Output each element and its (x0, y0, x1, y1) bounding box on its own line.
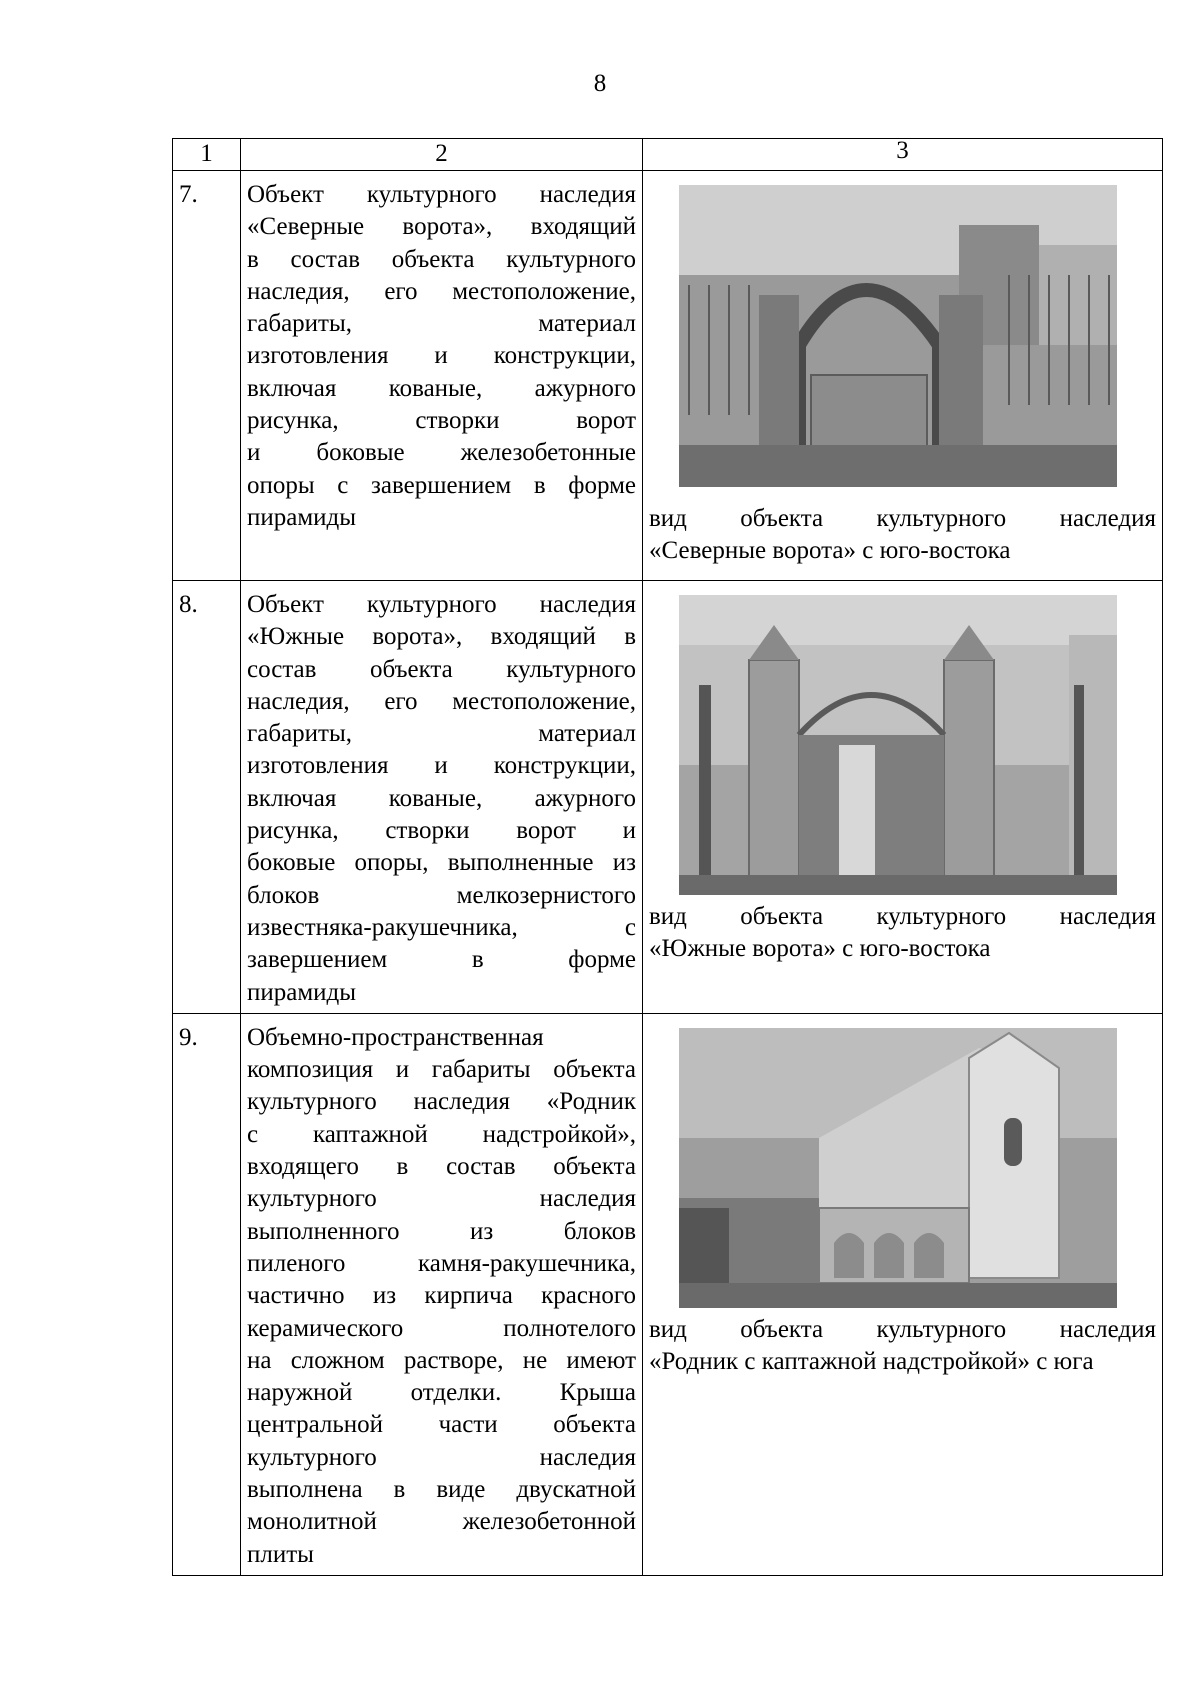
desc-line: рисунка, створки ворот (247, 407, 636, 435)
desc-line: включая кованые, ажурного (247, 374, 636, 402)
desc-line: завершением в форме (247, 946, 636, 974)
desc-line: монолитной железобетонной (247, 1508, 636, 1536)
table-row (173, 581, 1163, 1014)
desc-line: рисунка, створки ворот и (247, 817, 636, 845)
table-row (173, 1013, 1163, 1575)
desc-line: пиленого камня-ракушечника, (247, 1249, 636, 1277)
desc-line: наследия, его местоположение, (247, 277, 636, 305)
photo-caption (649, 503, 1156, 567)
desc-line: блоков мелкозернистого (247, 881, 636, 909)
desc-line: Объект культурного наследия (247, 181, 636, 208)
row-description (241, 171, 643, 581)
photo-cell (643, 581, 1163, 1014)
caption-line: «Южные ворота» с юго-востока (649, 935, 991, 962)
desc-line: культурного наследия «Родник (247, 1088, 636, 1116)
desc-line: габариты, материал (247, 720, 636, 748)
caption-line: «Родник с каптажной надстройкой» с юга (649, 1347, 1094, 1375)
header-col-1: 1 (173, 139, 241, 171)
heritage-table (172, 138, 1163, 1576)
desc-line: культурного наследия (247, 1443, 636, 1471)
desc-line: Объемно-пространственная (247, 1023, 544, 1051)
desc-line: «Южные ворота», входящий в (247, 623, 636, 651)
spring-building-photo (679, 1028, 1117, 1308)
desc-line: опоры с завершением в форме (247, 471, 636, 499)
desc-line: пирамиды (247, 503, 357, 531)
row-number: 9. (173, 1013, 241, 1575)
photo-cell (643, 171, 1163, 581)
desc-line: известняка-ракушечника, с (247, 913, 636, 941)
desc-line: пирамиды (247, 978, 357, 1006)
caption-line: вид объекта культурного наследия (649, 1315, 1156, 1343)
photo-caption (649, 1314, 1156, 1378)
desc-line: выполненного из блоков (247, 1217, 636, 1245)
desc-line: наружной отделки. Крыша (247, 1379, 636, 1407)
caption-line: вид объекта культурного наследия (649, 505, 1156, 532)
desc-line: на сложном растворе, не имеют (247, 1346, 636, 1374)
table-row (173, 171, 1163, 581)
desc-line: изготовления и конструкции, (247, 342, 636, 370)
desc-line: культурного наследия (247, 1185, 636, 1213)
desc-line: плиты (247, 1540, 314, 1568)
desc-line: наследия, его местоположение, (247, 687, 636, 715)
header-col-2: 2 (241, 139, 643, 171)
north-gate-photo (679, 185, 1117, 487)
photo-cell (643, 1013, 1163, 1575)
caption-line: «Северные ворота» с юго-востока (649, 537, 1011, 564)
row-number: 8. (173, 581, 241, 1014)
row-number: 7. (173, 171, 241, 581)
desc-line: входящего в состав объекта (247, 1153, 636, 1181)
desc-line: керамического полнотелого (247, 1314, 636, 1342)
row-description (241, 1013, 643, 1575)
desc-line: включая кованые, ажурного (247, 784, 636, 812)
desc-line: центральной части объекта (247, 1411, 636, 1439)
desc-line: частично из кирпича красного (247, 1282, 636, 1310)
row-description (241, 581, 643, 1014)
page-number: 8 (593, 70, 607, 97)
desc-line: боковые опоры, выполненные из (247, 849, 636, 877)
header-col-3: 3 (643, 139, 1163, 171)
desc-line: с каптажной надстройкой», (247, 1120, 636, 1148)
desc-line: изготовления и конструкции, (247, 752, 636, 780)
desc-line: «Северные ворота», входящий (247, 213, 636, 241)
south-gate-photo (679, 595, 1117, 895)
desc-line: состав объекта культурного (247, 655, 636, 683)
desc-line: Объект культурного наследия (247, 591, 636, 618)
desc-line: габариты, материал (247, 310, 636, 338)
desc-line: и боковые железобетонные (247, 439, 636, 467)
table-header-row (173, 139, 1163, 171)
photo-caption (649, 901, 1156, 965)
desc-line: композиция и габариты объекта (247, 1056, 636, 1084)
desc-line: в состав объекта культурного (247, 245, 636, 273)
desc-line: выполнена в виде двускатной (247, 1476, 636, 1504)
caption-line: вид объекта культурного наследия (649, 903, 1156, 930)
